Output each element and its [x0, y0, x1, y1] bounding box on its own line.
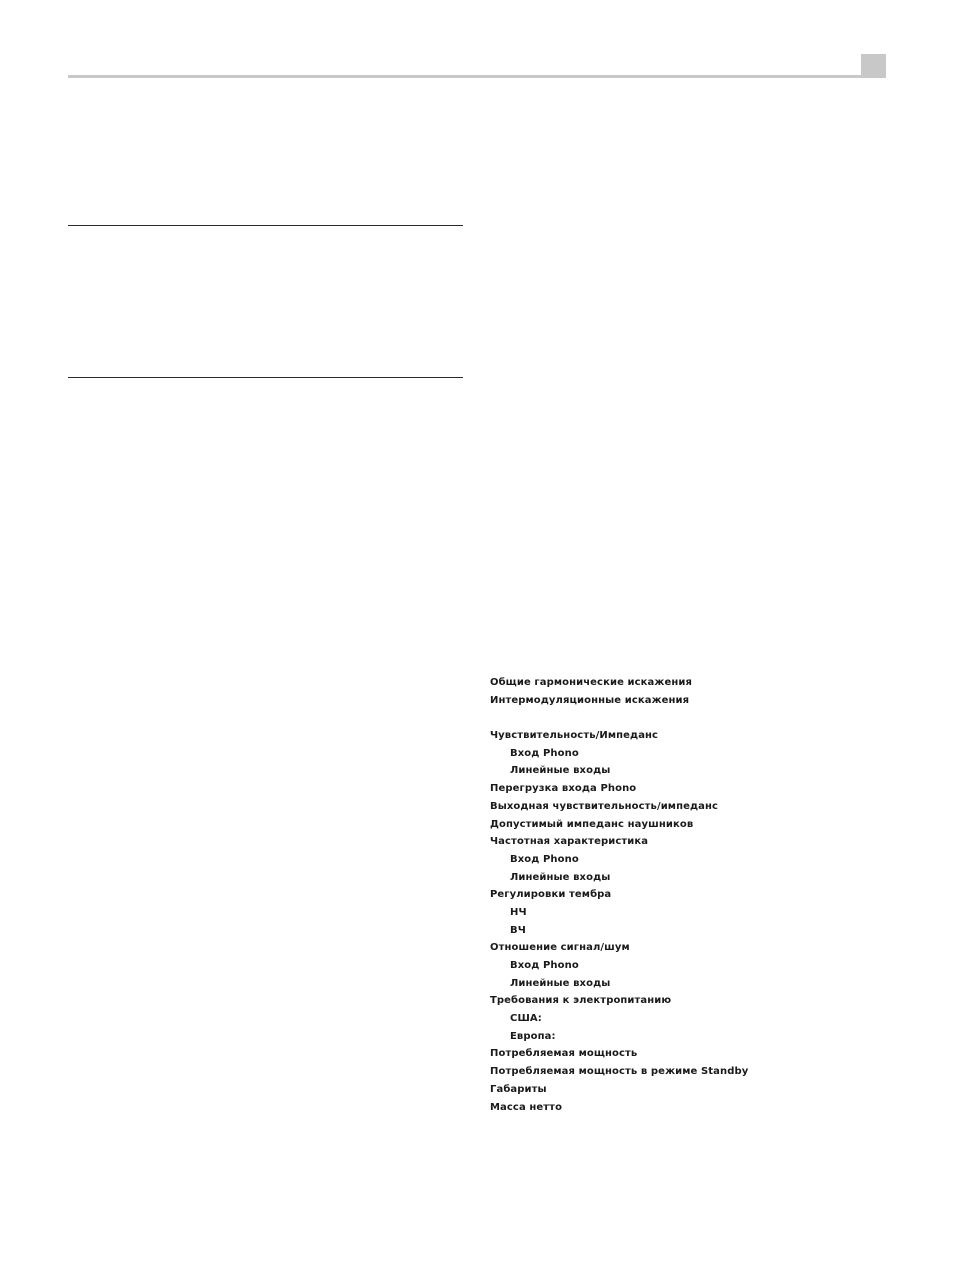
section-divider — [68, 377, 463, 378]
spec-label: Отношение сигнал/шум — [490, 942, 630, 954]
spec-sublabel: Вход Phono — [510, 747, 579, 759]
spec-sublabel: Вход Phono — [510, 853, 579, 865]
spec-sublabel: Европа: — [510, 1030, 556, 1042]
spec-label: Потребляемая мощность — [490, 1048, 638, 1060]
page-tab-marker — [861, 54, 886, 78]
spec-label: Интермодуляционные искажения — [490, 694, 690, 706]
spec-sublabel: Линейные входы — [510, 871, 611, 883]
spec-spacer — [490, 709, 930, 727]
spec-sublabel: Линейные входы — [510, 977, 611, 989]
spec-sublabel: Линейные входы — [510, 765, 611, 777]
spec-label: Перегрузка входа Phono — [490, 783, 637, 795]
spec-label: Допустимый импеданс наушников — [490, 818, 694, 830]
spec-label: Частотная характеристика — [490, 836, 649, 848]
spec-sublabel: НЧ — [510, 906, 527, 918]
spec-label: Потребляемая мощность в режиме Standby — [490, 1066, 749, 1078]
spec-label: Чувствительность/Импеданс — [490, 730, 659, 742]
spec-label: Общие гармонические искажения — [490, 677, 692, 688]
spec-label: Габариты — [490, 1083, 547, 1095]
spec-sublabel: США: — [510, 1013, 542, 1025]
spec-sublabel: ВЧ — [510, 924, 526, 936]
spec-label: Требования к электропитанию — [490, 995, 672, 1007]
spec-label: Выходная чувствительность/импеданс — [490, 800, 719, 812]
spec-label: Масса нетто — [490, 1101, 563, 1113]
header-rule — [68, 75, 886, 78]
specifications-list — [490, 674, 930, 1116]
section-divider — [68, 225, 463, 226]
spec-sublabel: Вход Phono — [510, 960, 579, 971]
spec-label: Регулировки тембра — [490, 889, 612, 901]
